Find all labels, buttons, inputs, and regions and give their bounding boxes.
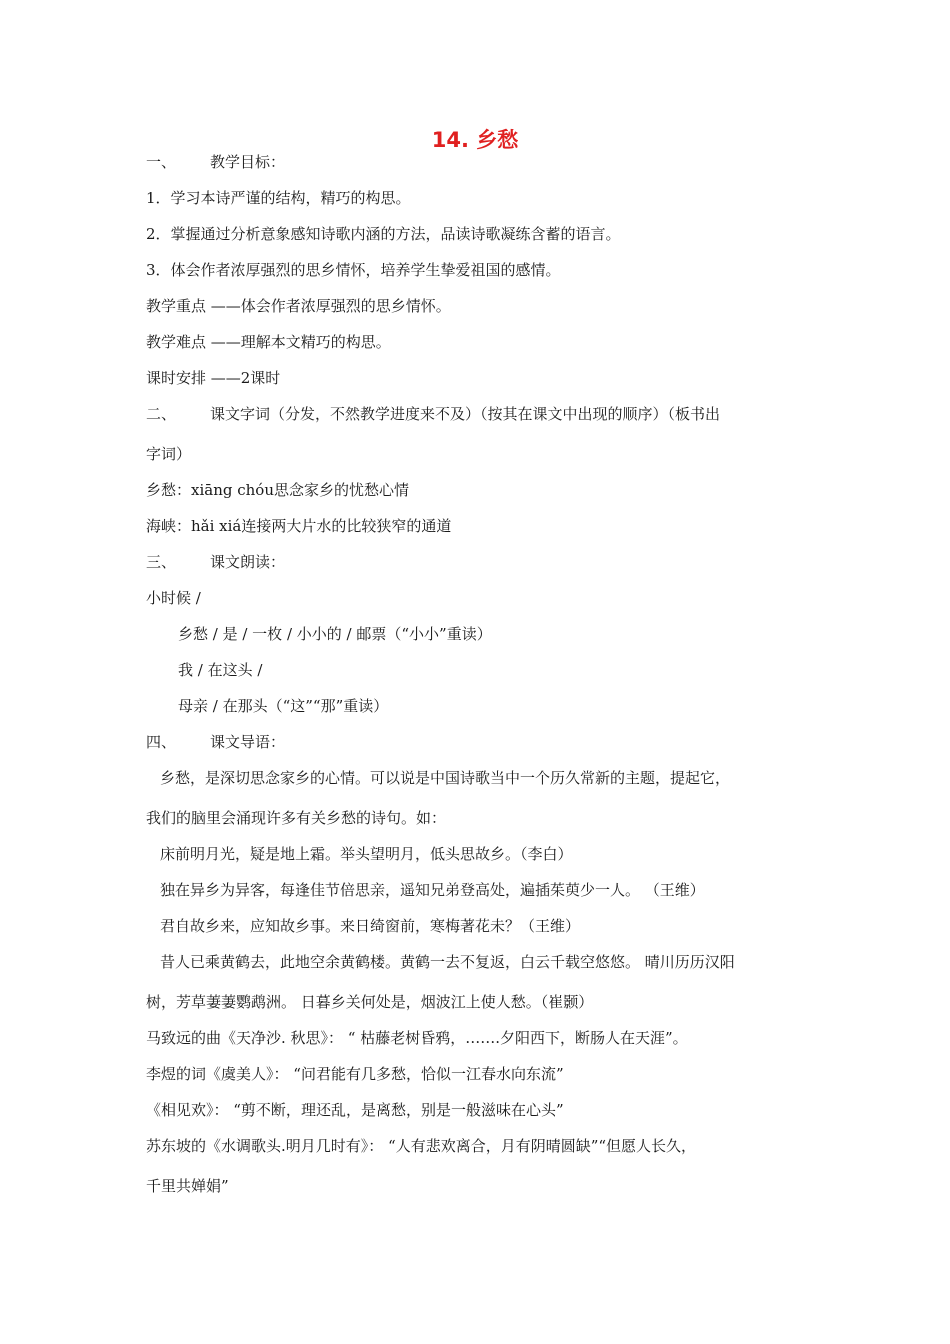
page-title: 14. 乡愁 — [431, 128, 519, 152]
poem-quote: 昔人已乘黄鹤去，此地空余黄鹤楼。黄鹤一去不复返，白云千载空悠悠。 晴川历历汉阳 — [160, 953, 735, 971]
vocab-item: 乡愁：xiāng chóu思念家乡的忧愁心情 — [146, 481, 409, 499]
difficulty: 教学难点 ——理解本文精巧的构思。 — [146, 333, 391, 351]
poem-quote: 独在异乡为异客，每逢佳节倍思亲，遥知兄弟登高处，遍插茱萸少一人。 （王维） — [160, 881, 705, 899]
goal-item: 1．学习本诗严谨的结构，精巧的构思。 — [146, 189, 411, 207]
reading-line: 母亲 / 在那头（“这”“那”重读） — [178, 697, 389, 715]
section-label: 课文朗读： — [210, 553, 286, 571]
poem-quote: 马致远的曲《天净沙. 秋思》： “ 枯藤老树昏鸦，…….夕阳西下，断肠人在天涯”。 — [146, 1029, 688, 1047]
poem-quote: 树，芳草萋萋鹦鹉洲。 日暮乡关何处是，烟波江上使人愁。（崔颢） — [146, 993, 594, 1011]
intro-paragraph: 我们的脑里会涌现许多有关乡愁的诗句。如： — [146, 809, 447, 827]
vocab-item: 海峡：hǎi xiá连接两大片水的比较狭窄的通道 — [146, 517, 452, 535]
poem-quote: 李煜的词《虞美人》： “问君能有几多愁，恰似一江春水向东流” — [146, 1065, 564, 1083]
section-heading-3 — [146, 552, 285, 572]
section-label: 课文字词（分发，不然教学进度来不及）（按其在课文中出现的顺序）（板书出 — [210, 405, 721, 423]
section-heading-1 — [146, 152, 285, 172]
reading-line: 我 / 在这头 / — [178, 661, 263, 679]
reading-line: 乡愁 / 是 / 一枚 / 小小的 / 邮票（“小小”重读） — [178, 625, 492, 643]
goal-item: 3．体会作者浓厚强烈的思乡情怀，培养学生挚爱祖国的感情。 — [146, 261, 561, 279]
section-label-continued: 字词） — [146, 445, 192, 463]
section-label: 课文导语： — [210, 733, 286, 751]
key-point: 教学重点 ——体会作者浓厚强烈的思乡情怀。 — [146, 297, 451, 315]
section-heading-2 — [146, 404, 720, 424]
section-number: 三、 — [146, 553, 177, 571]
section-heading-4 — [146, 732, 285, 752]
section-label: 教学目标： — [210, 153, 286, 171]
section-number: 四、 — [146, 733, 177, 751]
poem-quote: 《相见欢》： “剪不断，理还乱，是离愁，别是一般滋味在心头” — [146, 1101, 564, 1119]
poem-quote: 君自故乡来，应知故乡事。来日绮窗前，寒梅著花未？（王维） — [160, 917, 581, 935]
schedule: 课时安排 ——2课时 — [146, 369, 281, 387]
intro-paragraph: 乡愁，是深切思念家乡的心情。可以说是中国诗歌当中一个历久常新的主题，提起它， — [160, 769, 731, 787]
poem-quote: 床前明月光，疑是地上霜。举头望明月，低头思故乡。（李白） — [160, 845, 573, 863]
goal-item: 2．掌握通过分析意象感知诗歌内涵的方法，品读诗歌凝练含蓄的语言。 — [146, 225, 621, 243]
section-number: 一、 — [146, 153, 177, 171]
reading-line: 小时候 / — [146, 589, 201, 607]
section-number: 二、 — [146, 405, 177, 423]
poem-quote: 苏东坡的《水调歌头.明月几时有》： “人有悲欢离合，月有阴晴圆缺”“但愿人长久， — [146, 1137, 697, 1155]
poem-quote: 千里共婵娟” — [146, 1177, 229, 1195]
